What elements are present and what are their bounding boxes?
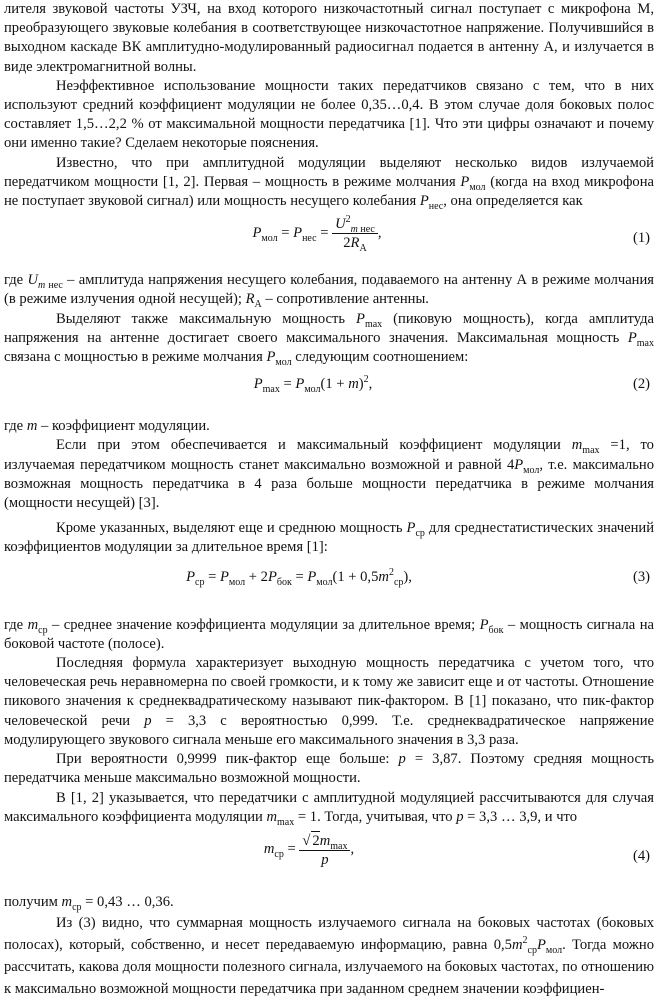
equation-4: $m_{ср}$ = $\frac{√ 2m_{max}}{p}$ , (4) xyxy=(263,832,650,868)
paragraph: В [1, 2] указывается, что передатчики с амплитудной модуляцией рассчитываются для случая максимального коэффициента модуляции $m_{max} = 1$. Тогда, учитывая, что p = 3,3 … 3,9, и что xyxy=(4,789,654,828)
paragraph: получим $m_{ср} = 0,43$ … 0,36. xyxy=(4,893,174,913)
paragraph: где $U_{m нес}$ – амплитуда напряжения несущего колебания, подаваемого на антенну А в режиме молчания (в режиме излучения одной несущей); $R_A$ – сопротивление антенны. xyxy=(4,272,654,311)
equation-number: (1) xyxy=(632,230,650,247)
equation-1: $P_{мол} = P_{нес}$ = $\frac{U^2_{m нес}}{2R_A}$ , (1) xyxy=(252,214,650,255)
paragraph: Известно, что при амплитудной модуляции выделяют несколько видов излучаемой передатчиком мощности [1, 2]. Первая – мощность в режиме молчания $P_{мол}$ (когда на вход микрофона не поступает звуковой сигнал) или мощность несущего колебания $P_{нес}$, она определяется как xyxy=(4,154,654,212)
paragraph: Выделяют также максимальную мощность $P_{max}$ (пиковую мощность), когда амплитуда напряжения на антенне достигает своего максимального значения. Максимальная мощность $P_{max}$ связана с мощностью в режиме молчания $P_{мол}$ следующим соотношением: xyxy=(4,310,654,368)
paragraph: Последняя формула характеризует выходную мощность передатчика с учетом того, что человеческая речь неравномерна по своей громкости, и к тому же зависит еще и от частоты. Отношение пикового значения к среднеквадратическому называют пик-фактором. В [1] показано, что пик-фактор человеческой речи p = 3,3 с вероятностью 0,999. Т.е. среднеквадратическое напряжение модулирующего звукового сигнала меньше его максимального значения в 3,3 раза. xyxy=(4,655,654,748)
paragraph: При вероятности 0,9999 пик-фактор еще больше: p = 3,87. Поэтому средняя мощность передатчика меньше максимально возможной мощности. xyxy=(4,751,654,787)
paragraph: Кроме указанных, выделяют еще и среднюю мощность $P_{ср}$ для среднестатистических значений коэффициентов модуляции за длительное время [1]: xyxy=(4,520,655,556)
equation-number: (4) xyxy=(632,847,650,864)
paragraph: Неэффективное использование мощности таких передатчиков связано с тем, что в них используют средний коэффициент модуляции не более 0,35…0,4. В этом случае доля боковых полос составляет 1,5…2,2 % от максимальной мощности передатчика [1]. Что эти цифры означают и почему они именно такие? Сделаем некоторые пояснения. xyxy=(4,77,654,152)
paragraph: где m – коэффициент модуляции. xyxy=(4,418,210,435)
equation-2: $P_{max} = P_{мол}(1 + m)^2$, (2) xyxy=(253,374,650,396)
equation-3: $P_{ср} = P_{мол} + 2P_{бок} = P_{мол}(1 + 0,5m^2_{ср})$, (3) xyxy=(186,566,650,588)
paragraph: Если при этом обеспечивается и максимальный коэффициент модуляции $m_{max} =1$, то излучаемая передатчиком мощность станет максимально возможной и равной $4P_{мол}$, т.е. максимально возможная мощность передатчика в 4 раза больше мощности передатчика в режиме молчания (мощности несущей) [3]. xyxy=(4,437,654,512)
equation-number: (3) xyxy=(632,568,650,585)
equation-number: (2) xyxy=(632,376,650,393)
paragraph: где $m_{ср}$ – среднее значение коэффициента модуляции за длительное время; $P_{бок}$ – мощность сигнала на боковой частоте (полосе). xyxy=(4,616,654,652)
paragraph: лителя звуковой частоты УЗЧ, на вход которого низкочастотный сигнал поступает с микрофона М, преобразующего звуковые колебания в соответствующее низкочастотное напряжение. Получившийся в выходном каскаде ВК амплитудно-модулированный радиосигнал подается в антенну А, и излучается в виде электромагнитной волны. xyxy=(4,1,654,75)
paragraph: Из (3) видно, что суммарная мощность излучаемого сигнала на боковых частотах (боковых полосах), который, собственно, и несет передаваемую информацию, равна $0,5m^2_{ср}P_{мол}$. Тогда можно рассчитать, какова доля мощности полезного сигнала, излучаемого на боковых частотах, по отношению к максимально возможной мощности передатчика при заданном среднем значении коэффициен- xyxy=(4,915,654,998)
